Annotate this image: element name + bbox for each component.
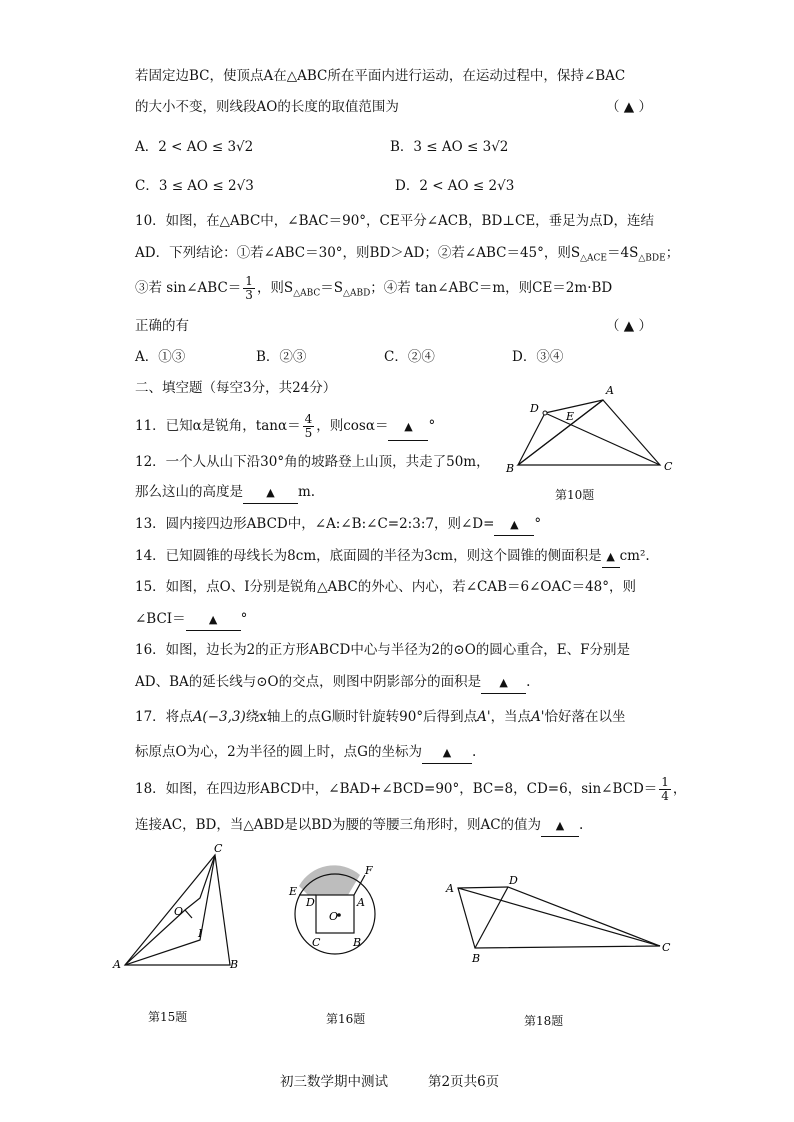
q18-line1: 18．如图，在四边形ABCD中，∠BAD+∠BCD=90°，BC=8，CD=6，sin∠BCD＝ $\frac{1}{4}$ ， [135, 775, 687, 803]
q9-line1: 若固定边BC，使顶点A在△ABC所在平面内进行运动，在运动过程中，保持∠BAC [135, 68, 626, 84]
q15-line1: 15．如图，点O、I分别是锐角△ABC的外心、内心，若∠CAB＝6∠OAC＝48°，则 [135, 579, 636, 595]
caption-fig10: 第10题 [555, 488, 595, 502]
label-b: B [353, 936, 362, 949]
label-b: B [506, 462, 515, 475]
q18-line2: 连接AC，BD，当△ABD是以BD为腰的等腰三角形时，则AC的值为 ▲ . [135, 815, 583, 837]
label-d: D [530, 402, 539, 415]
q16-line2: AD、BA的延长线与⊙O的交点，则图中阴影部分的面积是 ▲ . [135, 672, 530, 694]
caption-fig15: 第15题 [148, 1010, 188, 1024]
label-d: D [509, 874, 518, 887]
label-c: C [214, 842, 223, 855]
footer-page-number: 第2页共6页 [428, 1074, 500, 1090]
segment-bd [475, 887, 508, 948]
label-b: B [472, 952, 481, 965]
label-f: F [365, 864, 373, 877]
q12-line2: 那么这山的高度是 ▲ m. [135, 482, 315, 504]
fraction: $\frac{1}{3}$ [245, 274, 253, 302]
shaded-region [299, 865, 360, 895]
footer-title: 初三数学期中测试 [280, 1074, 388, 1090]
section-title: 二、填空题（每空3分，共24分） [135, 380, 337, 396]
answer-blank: ▲ [422, 743, 472, 764]
caption-fig18: 第18题 [524, 1014, 564, 1028]
label-i: I [198, 927, 203, 940]
figure-10 [500, 380, 680, 480]
q17-line2: 标原点O为心，2为半径的圆上时，点G的坐标为 ▲ . [135, 742, 476, 764]
label-d: D [306, 896, 315, 909]
q13: 13．圆内接四边形ABCD中，∠A:∠B:∠C=2:3:7，则∠D= ▲ ° [135, 514, 541, 536]
figure-18 [440, 872, 675, 967]
answer-blank: ▲ [243, 483, 298, 504]
answer-blank: ▲ [186, 610, 241, 631]
caption-fig16: 第16题 [326, 1012, 366, 1026]
segment-bd [518, 413, 545, 465]
q9-option-c: C．3 ≤ AO ≤ 2√3 [135, 178, 254, 194]
label-b: B [230, 958, 239, 971]
answer-blank: ▲ [481, 673, 526, 694]
q12-line1: 12．一个人从山下沿30°角的坡路登上山顶，共走了50m， [135, 454, 490, 470]
q9-option-a: A．2 < AO ≤ 3√2 [135, 139, 254, 155]
answer-blank: ▲ [388, 414, 428, 441]
q10-line4: 正确的有 [135, 318, 189, 334]
q16-line1: 16．如图，边长为2的正方形ABCD中心与半径为2的⊙O的圆心重合，E、F分别是 [135, 642, 631, 658]
label-c: C [664, 460, 673, 473]
q9-answer-bracket: （ ▲ ） [606, 99, 652, 115]
label-o: O [174, 905, 184, 918]
q10-answer-bracket: （ ▲ ） [606, 318, 652, 334]
label-o: O [329, 910, 339, 923]
q10-option-b: B．②③ [256, 349, 307, 365]
q10-line3: ③若 sin∠ABC＝ $\frac{1}{3}$ ，则$S_{\triangle ABC}=S_{\triangle ABD}$；④若 tan∠ABC＝m，则CE＝2m·BD [135, 274, 613, 302]
q10-option-d: D．③④ [512, 349, 564, 365]
label-e: E [566, 410, 575, 423]
q11: 11．已知α是锐角，tanα＝ $\frac{4}{5}$ ，则cosα＝ ▲ ° [135, 412, 436, 440]
label-a: A [357, 896, 365, 909]
label-c: C [312, 936, 321, 949]
label-c: C [662, 941, 671, 954]
answer-blank: ▲ [494, 515, 534, 536]
q10-line2: AD．下列结论：①若∠ABC＝30°，则BD＞AD；②若∠ABC＝45°，则$S_{\triangle ACE}=4S_{\triangle BDE}$； [135, 245, 680, 264]
label-e: E [289, 885, 298, 898]
answer-blank: ▲ [602, 547, 620, 568]
q15-line2: ∠BCI＝ ▲ ° [135, 609, 247, 631]
q10-line1: 10．如图，在△ABC中，∠BAC＝90°，CE平分∠ACB，BD⊥CE，垂足为点D，连结 [135, 213, 654, 229]
q17-line1: 17．将点A(−3,3)绕x轴上的点G顺时针旋转90°后得到点A'，当点A'恰好落在以坐 [135, 709, 626, 725]
q14: 14．已知圆锥的母线长为8cm，底面圆的半径为3cm，则这个圆锥的侧面积是 ▲ cm². [135, 546, 650, 568]
q10-option-a: A．①③ [135, 349, 186, 365]
q10-option-c: C．②④ [384, 349, 435, 365]
figure-16 [285, 862, 385, 972]
label-a: A [113, 958, 121, 971]
q9-line2: 的大小不变，则线段AO的长度的取值范围为 [135, 99, 399, 115]
q9-option-d: D．2 < AO ≤ 2√3 [395, 178, 515, 194]
label-a: A [606, 384, 614, 397]
answer-blank: ▲ [541, 816, 579, 837]
segment-cd [545, 413, 660, 465]
q9-option-b: B．3 ≤ AO ≤ 3√2 [390, 139, 509, 155]
segment-ac [458, 888, 660, 946]
figure-15 [110, 840, 250, 975]
label-a: A [446, 882, 454, 895]
